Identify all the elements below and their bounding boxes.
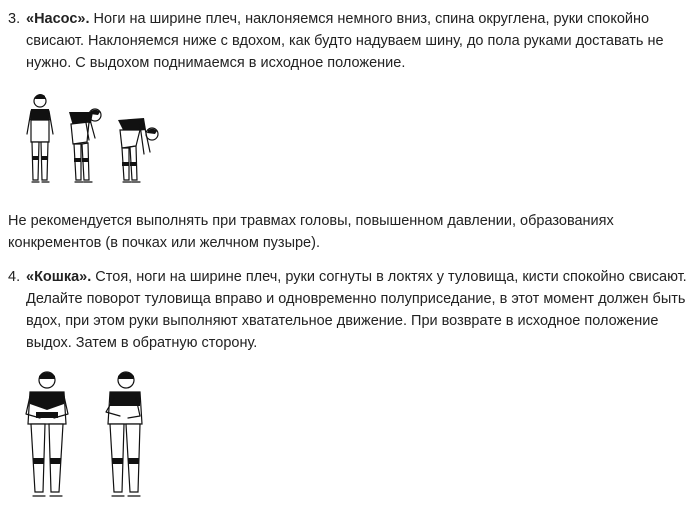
item-text bbox=[26, 8, 692, 74]
cat-exercise-illustration bbox=[22, 366, 157, 513]
pump-exercise-illustration bbox=[22, 90, 167, 197]
figure-bending bbox=[69, 109, 101, 182]
exercise-item-4 bbox=[8, 266, 692, 354]
figure-standing bbox=[27, 94, 53, 182]
item-title: «Насос». bbox=[26, 11, 90, 27]
figure-front-view bbox=[26, 372, 68, 496]
figure-side-view bbox=[106, 372, 142, 496]
item-description: Ноги на ширине плеч, наклоняемся немного вниз, спина округлена, руки спокойно свисают. Наклоняемся ниже с вдохом, как будто надуваем шину, до пола руками доставать не нужно. С выдохом поднимаемся в исходное положение. bbox=[26, 11, 664, 71]
contraindication-note: Не рекомендуется выполнять при травмах головы, повышенном давлении, образованиях конкрементов (в почках или желчном пузыре). bbox=[8, 213, 614, 251]
exercise-item-3 bbox=[8, 8, 692, 74]
figure-deep-bend bbox=[118, 118, 158, 182]
item-title: «Кошка». bbox=[26, 269, 92, 285]
item-description: Стоя, ноги на ширине плеч, руки согнуты в локтях у туловища, кисти спокойно свисают. Делайте поворот туловища вправо и одновременно полуприседание, в этот момент должен быть вдох, при этом руки выполняют хватательное движение. При возврате в исходное положение выдох. Затем в обратную сторону. bbox=[26, 269, 687, 351]
item-text bbox=[26, 266, 692, 354]
item-number: 3. bbox=[8, 11, 21, 27]
item-number: 4. bbox=[8, 269, 21, 285]
